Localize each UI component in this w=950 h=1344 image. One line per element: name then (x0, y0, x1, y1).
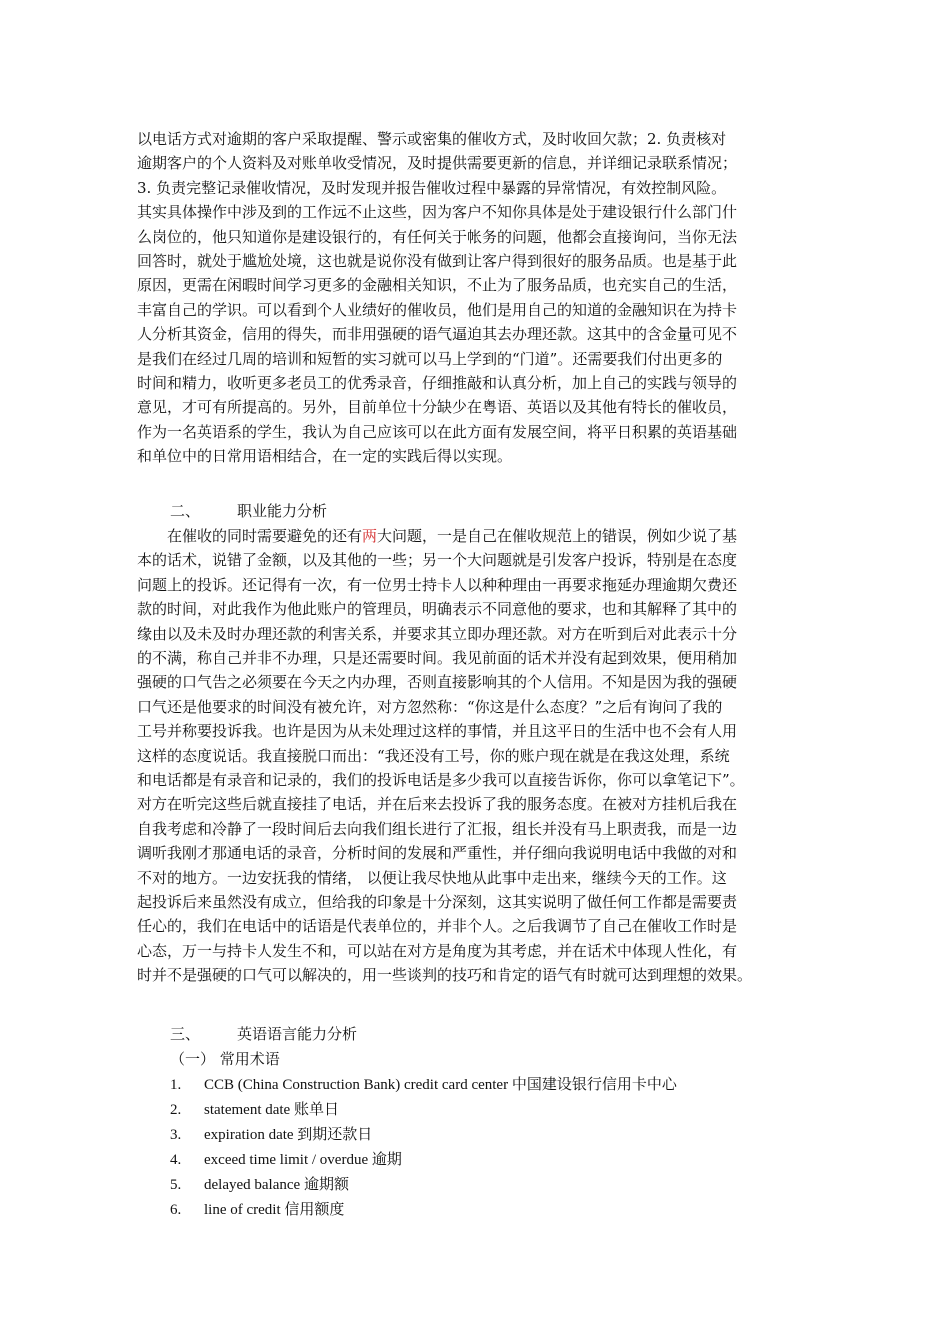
paragraph-line: 其实具体操作中涉及到的工作远不止这些，因为客户不知你具体是处于建设银行什么部门什 (137, 203, 738, 222)
paragraph-text: 在催收的同时需要避免的还有 (137, 527, 363, 545)
list-item (170, 1073, 677, 1094)
subsection-heading: （一） 常用术语 (170, 1050, 280, 1068)
list-number: 3. (170, 1127, 182, 1143)
term-text: line of credit 信用额度 (204, 1202, 345, 1218)
paragraph-line: 调听我刚才那通电话的录音，分析时间的发展和严重性，并仔细向我说明电话中我做的对和 (137, 844, 738, 863)
section-heading-3 (170, 1022, 358, 1046)
paragraph-line: 丰富自己的学识。可以看到个人业绩好的催收员，他们是用自己的知道的金融知识在为持卡 (137, 300, 738, 319)
paragraph-line: 任心的，我们在电话中的话语是代表单位的，并非个人。之后我调节了自己在催收工作时是 (137, 917, 738, 936)
term-text: delayed balance 逾期额 (204, 1177, 349, 1193)
list-number: 2. (170, 1102, 182, 1118)
paragraph-text: 大问题，一是自己在催收规范上的错误，例如少说了基 (377, 527, 738, 545)
paragraph-line: 缘由以及未及时办理还款的利害关系，并要求其立即办理还款。对方在听到后对此表示十分 (137, 624, 738, 643)
list-number: 6. (170, 1202, 182, 1218)
paragraph-line: 原因，更需在闲暇时间学习更多的金融相关知识，不止为了服务品质，也充实自己的生活， (137, 276, 738, 295)
paragraph-line: 逾期客户的个人资料及对账单收受情况，及时提供需要更新的信息，并详细记录联系情况； (137, 154, 738, 173)
term-text: CCB (China Construction Bank) credit card center 中国建设银行信用卡中心 (204, 1077, 677, 1093)
list-item (170, 1148, 402, 1169)
paragraph-line: 时间和精力，收听更多老员工的优秀录音，仔细推敲和认真分析，加上自己的实践与领导的 (137, 374, 738, 392)
paragraph-line: 不对的地方。一边安抚我的情绪， 以便让我尽快地从此事中走出来，继续今天的工作。这 (137, 868, 727, 887)
paragraph-line: 款的时间，对此我作为他此账户的管理员，明确表示不同意他的要求，也和其解释了其中的 (137, 600, 738, 619)
paragraph-line (137, 524, 813, 548)
term-text: exceed time limit / overdue 逾期 (204, 1152, 402, 1168)
paragraph-line: 的不满，称自己并非不办理，只是还需要时间。我见前面的话术并没有起到效果，便用稍加 (137, 649, 738, 667)
paragraph-line: 口气还是他要求的时间没有被允许，对方忽然称：“你这是什么态度？”之后有询问了我的 (137, 697, 723, 716)
paragraph-line: 回答时，就处于尴尬处境，这也就是说你没有做到让客户得到很好的服务品质。也是基于此 (137, 252, 738, 270)
paragraph-line: 本的话术，说错了金额，以及其他的一些；另一个大问题就是引发客户投诉，特别是在态度 (137, 551, 738, 570)
paragraph-line: 起投诉后来虽然没有成立，但给我的印象是十分深刻，这其实说明了做任何工作都是需要责 (137, 893, 738, 911)
section-title: 职业能力分析 (237, 502, 328, 520)
paragraph-line: 人分析其资金，信用的得失，而非用强硬的语气逼迫其去办理还款。这其中的含金量可见不 (137, 325, 738, 344)
list-number: 4. (170, 1152, 182, 1168)
paragraph-line: 和电话都是有录音和记录的，我们的投诉电话是多少我可以直接告诉你，你可以拿笔记下”。 (137, 771, 745, 789)
paragraph-line: 意见，才可有所提高的。另外，目前单位十分缺少在粤语、英语以及其他有特长的催收员， (137, 398, 738, 417)
list-item (170, 1198, 344, 1219)
paragraph-line: 作为一名英语系的学生，我认为自己应该可以在此方面有发展空间，将平日积累的英语基础 (137, 422, 738, 441)
list-item (170, 1123, 372, 1144)
section-heading-2 (170, 499, 328, 523)
paragraph-line: 是我们在经过几周的培训和短暂的实习就可以马上学到的“门道”。还需要我们付出更多的 (137, 349, 723, 368)
paragraph-line: 对方在听完这些后就直接挂了电话，并在后来去投诉了我的服务态度。在被对方挂机后我在 (137, 795, 738, 814)
list-number: 5. (170, 1177, 182, 1193)
paragraph-line: 问题上的投诉。还记得有一次，有一位男士持卡人以种种理由一再要求拖延办理逾期欠费还 (137, 575, 738, 594)
paragraph-line: 自我考虑和冷静了一段时间后去向我们组长进行了汇报，组长并没有马上职责我，而是一边 (137, 819, 738, 838)
term-text: expiration date 到期还款日 (204, 1127, 373, 1143)
highlighted-word: 两 (362, 527, 378, 545)
paragraph-line: 么岗位的，他只知道你是建设银行的，有任何关于帐务的问题，他都会直接询问，当你无法 (137, 227, 738, 246)
section-title: 英语语言能力分析 (237, 1025, 358, 1043)
paragraph-line: 这样的态度说话。我直接脱口而出：“我还没有工号，你的账户现在就是在我这处理，系统 (137, 746, 730, 765)
section-number: 二、 (170, 502, 201, 520)
paragraph-line: 心态，万一与持卡人发生不和，可以站在对方是角度为其考虑，并在话术中体现人性化，有 (137, 941, 738, 960)
list-item (170, 1098, 339, 1119)
list-item (170, 1173, 349, 1194)
paragraph-line: 以电话方式对逾期的客户采取提醒、警示或密集的催收方式，及时收回欠款；2. 负责核对 (137, 130, 727, 148)
paragraph-line: 时并不是强硬的口气可以解决的，用一些谈判的技巧和肯定的语气有时就可达到理想的效果。 (137, 966, 753, 985)
paragraph-line: 和单位中的日常用语相结合，在一定的实践后得以实现。 (137, 447, 513, 466)
paragraph-line: 强硬的口气告之必须要在今天之内办理，否则直接影响其的个人信用。不知是因为我的强硬 (137, 673, 738, 692)
term-text: statement date 账单日 (204, 1102, 339, 1118)
paragraph-line: 3. 负责完整记录催收情况，及时发现并报告催收过程中暴露的异常情况，有效控制风险。 (137, 178, 727, 197)
list-number: 1. (170, 1077, 182, 1093)
paragraph-line: 工号并称要投诉我。也许是因为从未处理过这样的事情，并且这平日的生活中也不会有人用 (137, 722, 738, 741)
section-number: 三、 (170, 1025, 201, 1043)
